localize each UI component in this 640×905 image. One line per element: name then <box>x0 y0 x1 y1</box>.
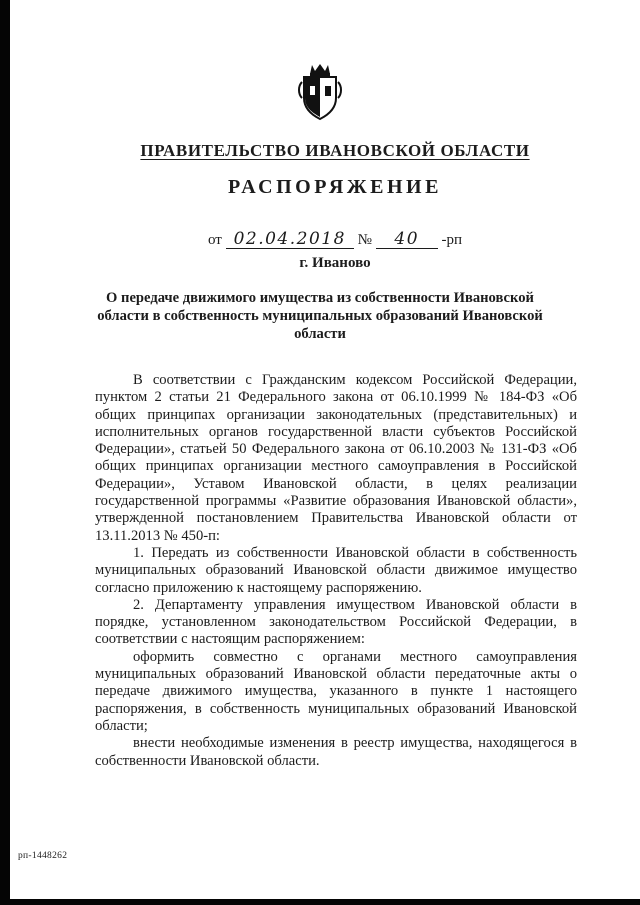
org-name-heading: ПРАВИТЕЛЬСТВО ИВАНОВСКОЙ ОБЛАСТИ <box>140 141 530 160</box>
paragraph-item-2b: внести необходимые изменения в реестр имущества, находящегося в собственности Ивановской области. <box>95 735 577 769</box>
document-body <box>95 372 577 770</box>
paragraph-item-1: 1. Передать из собственности Ивановской области в собственность муниципальных образований Ивановской области движимое имущество согласно приложению к настоящему распоряжению. <box>95 544 577 596</box>
number-handwritten-value: 40 <box>376 231 438 249</box>
scan-artifact-bottom-edge <box>0 899 640 905</box>
paragraph-preamble: В соответствии с Гражданским кодексом Российской Федерации, пунктом 2 статьи 21 Федерального закона от 06.10.1999 № 184-ФЗ «Об общих принципах организации законодательных (представительных) и исполнительных органов государственной власти субъектов Российской Федерации», статьей 50 Федерального закона от 06.10.2003 № 131-ФЗ «Об общих принципах организации местного самоуправления в Российской Федерации», Уставом Ивановской области, в целях реализации государственной программы «Развитие образования Ивановской области», утвержденной постановлением Правительства Ивановской области от 13.11.2013 № 450-п: <box>95 372 577 544</box>
number-suffix-label: -рп <box>441 232 463 248</box>
paragraph-item-2a: оформить совместно с органами местного самоуправления муниципальных образований Ивановской области передаточные акты о передаче движимого имущества, указанного в пункте 1 настоящего распоряжения, в собственность муниципальных образований Ивановской области; <box>95 648 577 734</box>
date-number-line <box>95 231 575 249</box>
city-label: г. Иваново <box>299 255 371 271</box>
doc-type-heading: РАСПОРЯЖЕНИЕ <box>228 176 442 198</box>
coat-of-arms-icon <box>296 62 344 127</box>
document-title: О передаче движимого имущества из собственности Ивановской области в собственность муниципальных образований Ивановской области <box>97 290 543 342</box>
paragraph-item-2: 2. Департаменту управления имуществом Ивановской области в порядке, установленном законодательством Российской Федерации, в соответствии с настоящим распоряжением: <box>95 596 577 648</box>
scan-artifact-left-edge <box>0 0 10 905</box>
date-from-label: от <box>207 232 222 248</box>
date-handwritten-value: 02.04.2018 <box>226 231 354 249</box>
number-label: № <box>357 232 372 248</box>
footer-registration-code: рп-1448262 <box>18 851 68 861</box>
